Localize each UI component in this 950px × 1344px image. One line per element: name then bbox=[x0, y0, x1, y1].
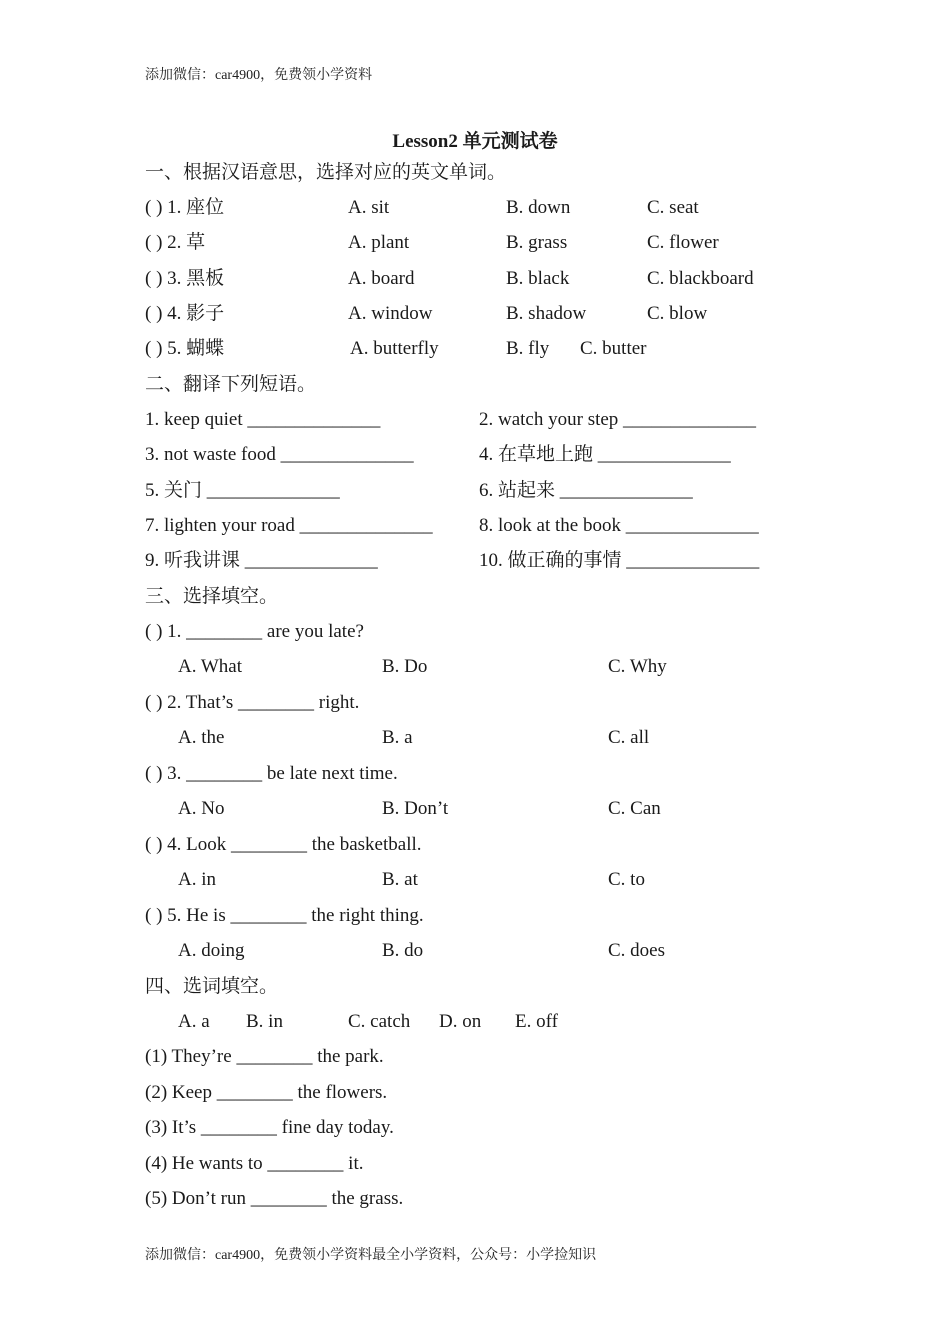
option-b: B. Don’t bbox=[382, 798, 449, 819]
option-a: A. butterfly bbox=[350, 338, 439, 359]
footer-note: 添加微信：car4900，免费领小学资料最全小学资料，公众号：小学捡知识 bbox=[145, 1248, 597, 1263]
question-text: ( ) 3. 黑板 bbox=[145, 268, 225, 289]
option-a: A. plant bbox=[348, 232, 410, 253]
word-option: C. catch bbox=[348, 1011, 411, 1032]
page-title: Lesson2 单元测试卷 bbox=[392, 131, 558, 152]
option-c: C. seat bbox=[647, 197, 699, 218]
phrase-item: 6. 站起来 ______________ bbox=[479, 480, 693, 501]
option-b: B. at bbox=[382, 869, 418, 890]
fill-blank-item: (4) He wants to ________ it. bbox=[145, 1153, 364, 1174]
word-option: B. in bbox=[246, 1011, 283, 1032]
section2-heading: 二、翻译下列短语。 bbox=[145, 374, 317, 395]
question-text: ( ) 5. 蝴蝶 bbox=[145, 338, 225, 359]
option-b: B. a bbox=[382, 727, 413, 748]
phrase-item: 3. not waste food ______________ bbox=[145, 444, 414, 465]
word-option: E. off bbox=[515, 1011, 558, 1032]
option-b: B. fly bbox=[506, 338, 550, 359]
phrase-item: 4. 在草地上跑 ______________ bbox=[479, 444, 731, 465]
option-b: B. shadow bbox=[506, 303, 587, 324]
phrase-item: 7. lighten your road ______________ bbox=[145, 515, 433, 536]
section4-heading: 四、选词填空。 bbox=[145, 976, 279, 997]
fill-blank-item: (2) Keep ________ the flowers. bbox=[145, 1082, 388, 1103]
option-b: B. down bbox=[506, 197, 571, 218]
option-c: C. flower bbox=[647, 232, 719, 253]
phrase-item: 9. 听我讲课 ______________ bbox=[145, 550, 378, 571]
option-c: C. Can bbox=[608, 798, 661, 819]
option-a: A. No bbox=[178, 798, 225, 819]
section1-heading: 一、根据汉语意思，选择对应的英文单词。 bbox=[145, 162, 507, 183]
option-b: B. black bbox=[506, 268, 570, 289]
question-text: ( ) 4. Look ________ the basketball. bbox=[145, 834, 422, 855]
word-option: D. on bbox=[439, 1011, 482, 1032]
option-c: C. butter bbox=[580, 338, 647, 359]
fill-blank-item: (3) It’s ________ fine day today. bbox=[145, 1117, 394, 1138]
phrase-item: 8. look at the book ______________ bbox=[479, 515, 759, 536]
option-a: A. sit bbox=[348, 197, 390, 218]
option-c: C. Why bbox=[608, 656, 667, 677]
word-option: A. a bbox=[178, 1011, 210, 1032]
phrase-item: 10. 做正确的事情 ______________ bbox=[479, 550, 760, 571]
option-c: C. blow bbox=[647, 303, 708, 324]
question-text: ( ) 2. 草 bbox=[145, 232, 206, 253]
option-b: B. Do bbox=[382, 656, 428, 677]
option-a: A. board bbox=[348, 268, 415, 289]
phrase-item: 1. keep quiet ______________ bbox=[145, 409, 381, 430]
question-text: ( ) 2. That’s ________ right. bbox=[145, 692, 360, 713]
fill-blank-item: (5) Don’t run ________ the grass. bbox=[145, 1188, 404, 1209]
option-a: A. What bbox=[178, 656, 243, 677]
phrase-item: 5. 关门 ______________ bbox=[145, 480, 340, 501]
phrase-item: 2. watch your step ______________ bbox=[479, 409, 757, 430]
option-c: C. does bbox=[608, 940, 665, 961]
option-c: C. all bbox=[608, 727, 650, 748]
option-b: B. grass bbox=[506, 232, 568, 253]
option-a: A. doing bbox=[178, 940, 245, 961]
option-a: A. window bbox=[348, 303, 433, 324]
fill-blank-item: (1) They’re ________ the park. bbox=[145, 1046, 384, 1067]
question-text: ( ) 4. 影子 bbox=[145, 303, 225, 324]
header-note: 添加微信：car4900，免费领小学资料 bbox=[145, 68, 373, 83]
question-text: ( ) 5. He is ________ the right thing. bbox=[145, 905, 424, 926]
question-text: ( ) 1. 座位 bbox=[145, 197, 225, 218]
option-a: A. in bbox=[178, 869, 216, 890]
question-text: ( ) 3. ________ be late next time. bbox=[145, 763, 398, 784]
option-c: C. to bbox=[608, 869, 645, 890]
section3-heading: 三、选择填空。 bbox=[145, 586, 279, 607]
question-text: ( ) 1. ________ are you late? bbox=[145, 621, 364, 642]
option-c: C. blackboard bbox=[647, 268, 754, 289]
option-a: A. the bbox=[178, 727, 225, 748]
option-b: B. do bbox=[382, 940, 424, 961]
